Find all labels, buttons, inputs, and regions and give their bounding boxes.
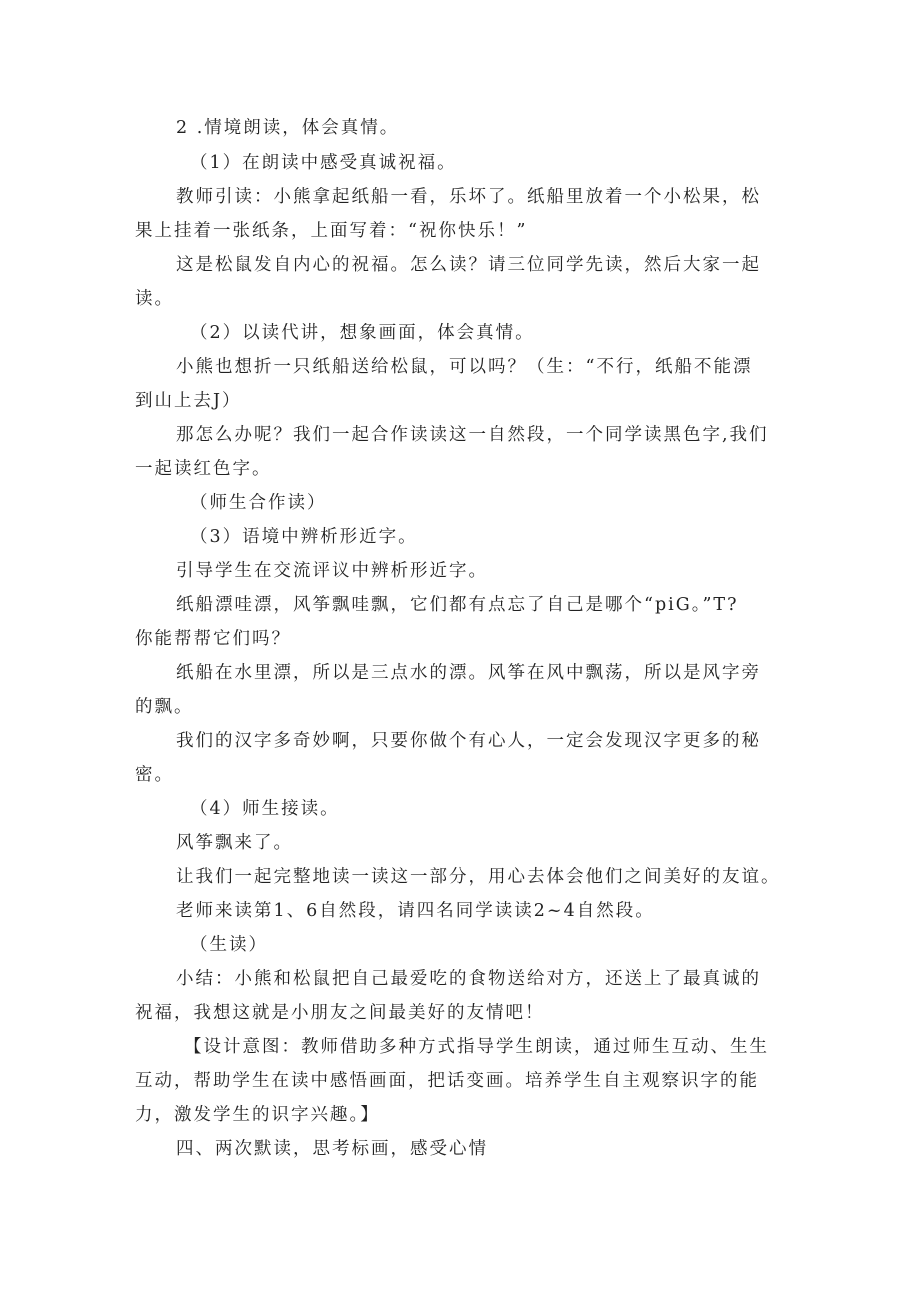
- section-heading: 四、两次默读，思考标画，感受心情: [176, 1139, 488, 1159]
- paragraph-line: 一起读红色字。: [135, 459, 272, 479]
- paragraph-line: 读。: [135, 289, 174, 309]
- paragraph-line: 密。: [135, 765, 174, 785]
- paragraph-line: 教师引读：小熊拿起纸船一看，乐坏了。纸船里放着一个小松果，松: [176, 187, 761, 207]
- subheading: （4）师生接读。: [190, 799, 340, 819]
- paragraph-line: 纸船漂哇漂，风筝飘哇飘，它们都有点忘了自己是哪个“piG。”T?: [176, 595, 739, 615]
- paragraph-line: 果上挂着一张纸条，上面写着：“祝你快乐！”: [135, 221, 528, 241]
- paragraph-line: 你能帮帮它们吗？: [135, 629, 291, 649]
- paragraph-line: （师生合作读）: [190, 493, 327, 513]
- paragraph-line: 老师来读第1、6自然段，请四名同学读读2~4自然段。: [176, 901, 655, 921]
- paragraph-line: 小熊也想折一只纸船送给松鼠，可以吗？（生：“不行，纸船不能漂: [176, 357, 753, 377]
- paragraph-line: 我们的汉字多奇妙啊，只要你做个有心人，一定会发现汉字更多的秘: [176, 731, 761, 751]
- paragraph-line: 这是松鼠发自内心的祝福。怎么读？请三位同学先读，然后大家一起: [176, 255, 761, 275]
- paragraph-line: 纸船在水里漂，所以是三点水的漂。风筝在风中飘荡，所以是风字旁: [176, 663, 761, 683]
- design-intent-line: 力，激发学生的识字兴趣。】: [135, 1105, 380, 1125]
- paragraph-line: 祝福，我想这就是小朋友之间最美好的友情吧！: [135, 1003, 545, 1023]
- paragraph-line: 小结：小熊和松鼠把自己最爱吃的食物送给对方，还送上了最真诚的: [176, 969, 761, 989]
- paragraph-line: 到山上去J）: [135, 391, 242, 411]
- paragraph-line: （生读）: [190, 935, 268, 955]
- paragraph-line: 引导学生在交流评议中辨析形近字。: [176, 561, 488, 581]
- paragraph-line: 风筝飘来了。: [176, 833, 293, 853]
- design-intent-line: 【设计意图：教师借助多种方式指导学生朗读，通过师生互动、生生: [184, 1037, 769, 1057]
- subheading: （1）在朗读中感受真诚祝福。: [190, 153, 457, 173]
- paragraph-line: 那怎么办呢？我们一起合作读读这一自然段，一个同学读黑色字,我们: [176, 425, 769, 445]
- subheading: （3）语境中辨析形近字。: [190, 527, 418, 547]
- paragraph-line: 让我们一起完整地读一读这一部分，用心去体会他们之间美好的友谊。: [176, 867, 781, 887]
- subheading: （2）以读代讲，想象画面，体会真情。: [190, 323, 535, 343]
- paragraph-line: 的飘。: [135, 697, 194, 717]
- section-heading: 2 .情境朗读，体会真情。: [176, 118, 400, 138]
- design-intent-line: 互动，帮助学生在读中感悟画面，把话变画。培养学生自主观察识字的能: [135, 1071, 759, 1091]
